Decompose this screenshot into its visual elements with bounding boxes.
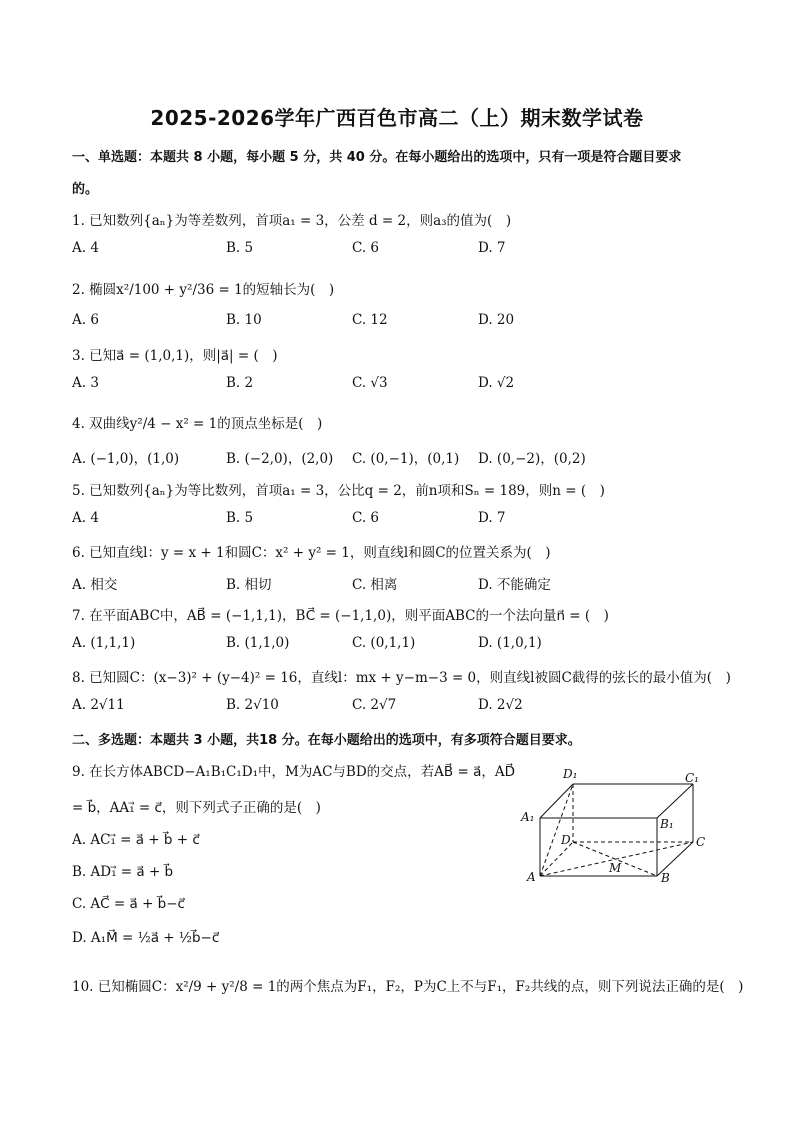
- question-5-option-a: A. 4: [72, 510, 99, 526]
- label-b: B: [661, 871, 670, 885]
- question-7-option-a: A. (1,1,1): [72, 635, 136, 651]
- question-7-stem: 7. 在平面ABC中，AB⃗ = (−1,1,1)，BC⃗ = (−1,1,0)，则平面ABC的一个法向量n⃗ = ( ): [72, 608, 609, 624]
- question-3-option-b: B. 2: [226, 375, 254, 391]
- label-d: D: [561, 833, 571, 847]
- question-3-stem: 3. 已知a⃗ = (1,0,1)，则|a⃗| = ( ): [72, 348, 278, 364]
- question-8-option-c: C. 2√7: [352, 697, 397, 713]
- question-7-option-d: D. (1,0,1): [478, 635, 542, 651]
- question-9-option-a: A. AC₁⃗ = a⃗ + b⃗ + c⃗: [72, 832, 200, 848]
- page-title: 2025-2026学年广西百色市高二（上）期末数学试卷: [150, 106, 644, 130]
- label-b1: B₁: [660, 817, 674, 831]
- question-10-stem: 10. 已知椭圆C：x²/9 + y²/8 = 1的两个焦点为F₁，F₂，P为C上不与F₁，F₂共线的点，则下列说法正确的是( ): [72, 979, 744, 995]
- question-3-option-c: C. √3: [352, 375, 388, 391]
- question-8-option-b: B. 2√10: [226, 697, 279, 713]
- question-3-option-d: D. √2: [478, 375, 515, 391]
- question-4-option-d: D. (0,−2)，(0,2): [478, 451, 586, 467]
- section-1-heading-cont: 的。: [72, 182, 99, 197]
- question-2-option-a: A. 6: [72, 312, 99, 328]
- question-9-stem: 9. 在长方体ABCD−A₁B₁C₁D₁中，M为AC与BD的交点，若AB⃗ = a⃗，AD⃗: [72, 764, 515, 780]
- question-6-option-b: B. 相切: [226, 577, 272, 593]
- question-7-option-b: B. (1,1,0): [226, 635, 290, 651]
- question-2-option-d: D. 20: [478, 312, 515, 328]
- question-9-option-b: B. AD₁⃗ = a⃗ + b⃗: [72, 864, 174, 880]
- question-4-stem: 4. 双曲线y²/4 − x² = 1的顶点坐标是( ): [72, 416, 323, 432]
- label-c1: C₁: [685, 771, 699, 785]
- label-c: C: [696, 835, 706, 849]
- question-5-option-b: B. 5: [226, 510, 254, 526]
- question-6-option-a: A. 相交: [72, 577, 118, 593]
- question-1-stem: 1. 已知数列{aₙ}为等差数列，首项a₁ = 3，公差 d = 2，则a₃的值为( ): [72, 213, 512, 229]
- question-6-option-d: D. 不能确定: [478, 577, 551, 593]
- question-5-option-d: D. 7: [478, 510, 506, 526]
- question-2-option-c: C. 12: [352, 312, 388, 328]
- question-9-option-c: C. AC⃗ = a⃗ + b⃗−c⃗: [72, 896, 185, 912]
- label-a: A: [527, 870, 536, 884]
- question-3-option-a: A. 3: [72, 375, 99, 391]
- label-m: M: [609, 861, 622, 875]
- label-a1: A₁: [521, 810, 535, 824]
- question-1-option-a: A. 4: [72, 240, 99, 256]
- question-8-option-d: D. 2√2: [478, 697, 523, 713]
- question-1-option-b: B. 5: [226, 240, 254, 256]
- label-d1: D₁: [563, 767, 578, 781]
- question-4-option-c: C. (0,−1)，(0,1): [352, 451, 460, 467]
- question-1-option-d: D. 7: [478, 240, 506, 256]
- question-1-option-c: C. 6: [352, 240, 380, 256]
- question-9-stem-cont: = b⃗，AA₁⃗ = c⃗，则下列式子正确的是( ): [72, 800, 321, 816]
- question-4-option-a: A. (−1,0)，(1,0): [72, 451, 180, 467]
- question-5-stem: 5. 已知数列{aₙ}为等比数列，首项a₁ = 3，公比q = 2，前n项和Sₙ = 189，则n = ( ): [72, 483, 605, 499]
- question-8-option-a: A. 2√11: [72, 697, 125, 713]
- section-2-heading: 二、多选题：本题共 3 小题，共18 分。在每小题给出的选项中，有多项符合题目要求。: [72, 733, 581, 748]
- cuboid-figure: [515, 766, 715, 886]
- question-5-option-c: C. 6: [352, 510, 380, 526]
- question-2-option-b: B. 10: [226, 312, 262, 328]
- question-7-option-c: C. (0,1,1): [352, 635, 416, 651]
- question-6-option-c: C. 相离: [352, 577, 398, 593]
- question-8-stem: 8. 已知圆C：(x−3)² + (y−4)² = 16，直线l：mx + y−m−3 = 0，则直线l被圆C截得的弦长的最小值为( ): [72, 670, 731, 686]
- question-6-stem: 6. 已知直线l：y = x + 1和圆C：x² + y² = 1，则直线l和圆C的位置关系为( ): [72, 545, 551, 561]
- question-4-option-b: B. (−2,0)，(2,0): [226, 451, 334, 467]
- section-1-heading: 一、单选题：本题共 8 小题，每小题 5 分，共 40 分。在每小题给出的选项中，只有一项是符合题目要求: [72, 150, 682, 165]
- question-9-option-d: D. A₁M⃗ = ½a⃗ + ½b⃗−c⃗: [72, 930, 220, 946]
- question-2-stem: 2. 椭圆x²/100 + y²/36 = 1的短轴长为( ): [72, 282, 335, 298]
